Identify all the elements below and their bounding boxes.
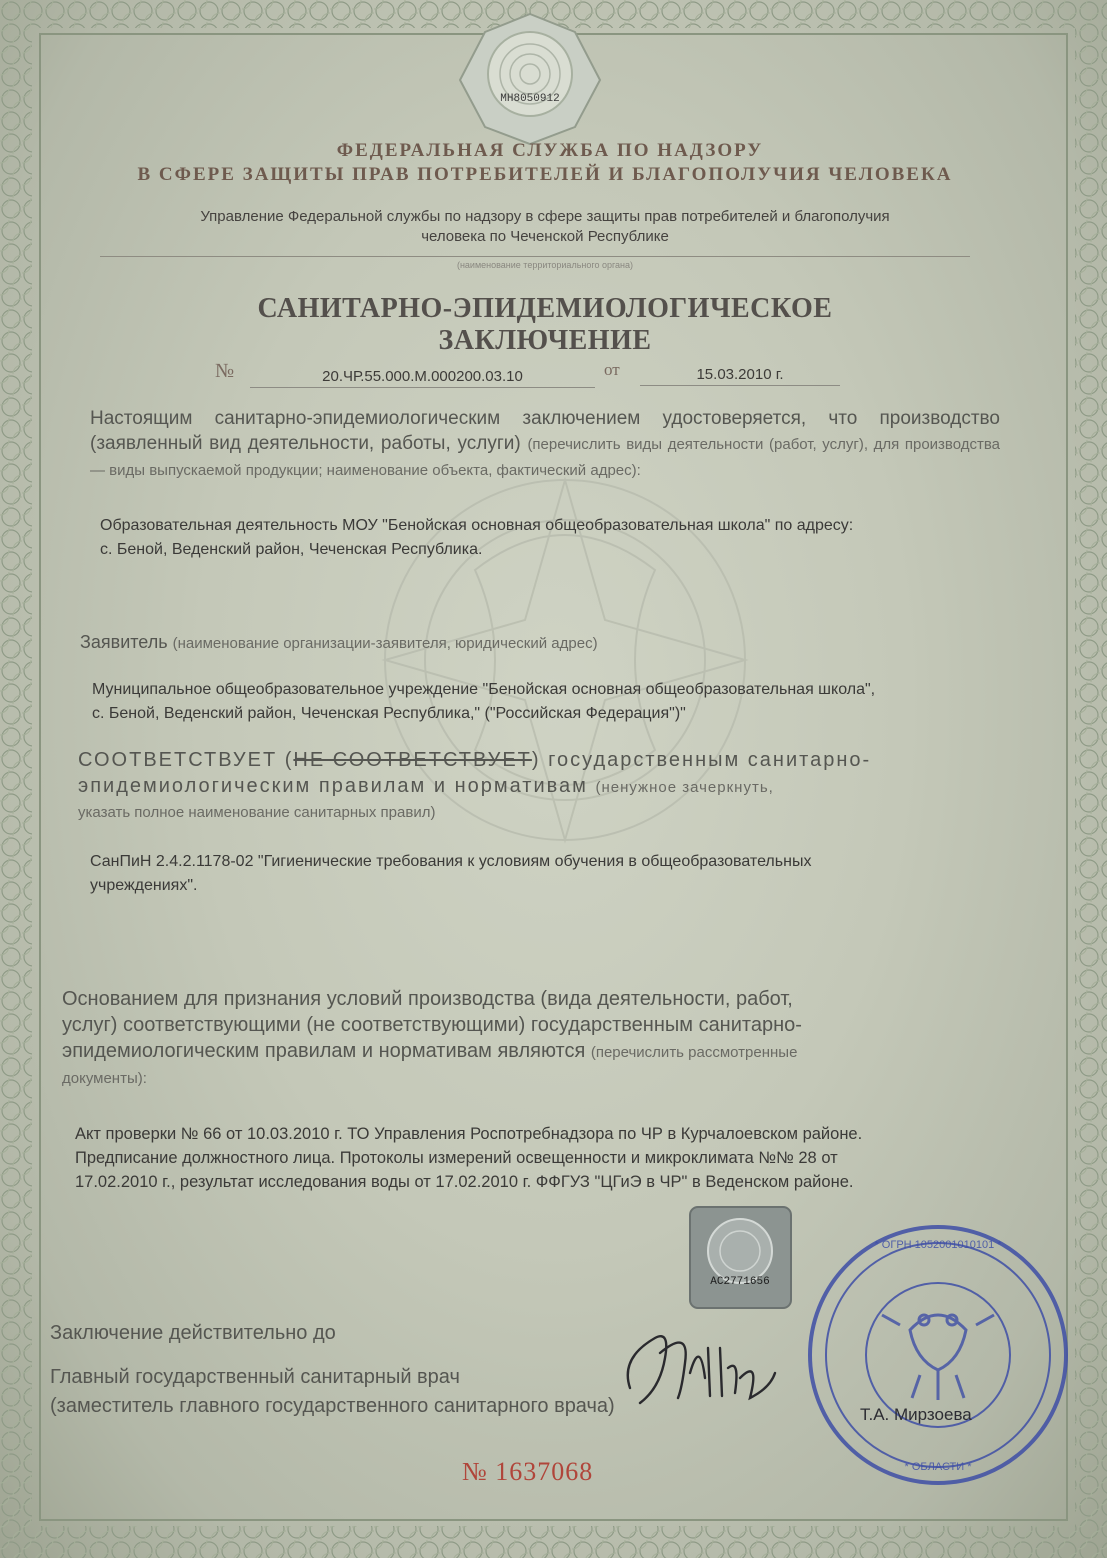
conformity-hint-1: (ненужное зачеркнуть,	[595, 779, 774, 796]
basis-line-1: Основанием для признания условий производства (вида деятельности, работ,	[62, 988, 793, 1010]
applicant-row	[80, 632, 1000, 653]
basis-hint-2: документы):	[62, 1070, 147, 1087]
document-title: САНИТАРНО-ЭПИДЕМИОЛОГИЧЕСКОЕ ЗАКЛЮЧЕНИЕ	[257, 293, 833, 356]
serial-number: № 1637068	[462, 1457, 594, 1486]
documents-line-1: Акт проверки № 66 от 10.03.2010 г. ТО Управления Роспотребнадзора по ЧР в Курчалоевском районе.	[75, 1125, 863, 1143]
basis-line-2: услуг) соответствующими (не соответствующими) государственным санитарно-	[62, 1014, 802, 1036]
top-hologram-code: MH8050912	[500, 93, 560, 105]
date-label: от	[604, 360, 620, 379]
applicant-line-2: с. Беной, Веденский район, Чеченская Республика," ("Российская Федерация")"	[92, 705, 686, 722]
statement-block	[90, 406, 1000, 483]
conformity-row-2	[78, 775, 1018, 798]
basis-block	[62, 986, 1027, 1092]
official-stamp	[800, 1220, 1075, 1490]
signatory-title-1: Главный государственный санитарный врач	[50, 1366, 460, 1388]
documents-line-2: Предписание должностного лица. Протоколы измерений освещенности и микроклимата №№ 28 от	[75, 1149, 838, 1167]
signatory-name: Т.А. Мирзоева	[860, 1405, 972, 1424]
agency-line-2: В СФЕРЕ ЗАЩИТЫ ПРАВ ПОТРЕБИТЕЛЕЙ И БЛАГОПОЛУЧИЯ ЧЕЛОВЕКА	[137, 164, 953, 185]
conformity-struck: НЕ СООТВЕТСТВУЕТ	[293, 749, 532, 771]
conformity-rest-1: государственным санитарно-	[548, 749, 872, 771]
department-divider	[100, 256, 970, 257]
applicant-hint: (наименование организации-заявителя, юридический адрес)	[172, 635, 598, 652]
applicant-label: Заявитель	[80, 632, 168, 652]
activity-line-2: с. Беной, Веденский район, Чеченская Республика.	[100, 541, 483, 558]
top-hologram-icon	[455, 12, 605, 147]
certificate-number: 20.ЧР.55.000.М.000200.03.10	[250, 368, 595, 388]
department-caption: (наименование территориального органа)	[456, 260, 634, 270]
handwritten-signature	[610, 1318, 780, 1428]
signatory-title-2: (заместитель главного государственного санитарного врача)	[50, 1395, 615, 1417]
basis-hint: (перечислить рассмотренные	[590, 1044, 798, 1061]
statement-main: Настоящим санитарно-эпидемиологическим заключением удостоверяется, что производство (заявленный вид деятельности, работы, услуги)	[90, 408, 1000, 454]
certificate-date: 15.03.2010 г.	[640, 366, 840, 386]
validity-label: Заключение действительно до	[50, 1322, 336, 1344]
svg-text:* ОБЛАСТИ *: * ОБЛАСТИ *	[904, 1461, 972, 1473]
bottom-hologram-code: AC2771656	[710, 1276, 770, 1288]
activity-line-1: Образовательная деятельность МОУ "Бенойская основная общеобразовательная школа" по адресу:	[100, 517, 854, 534]
conformity-word: СООТВЕТСТВУЕТ	[78, 749, 278, 771]
sanpin-line-2: учреждениях".	[90, 877, 198, 894]
sanpin-line-1: СанПиН 2.4.2.1178-02 "Гигиенические требования к условиям обучения в общеобразовательных	[90, 853, 812, 870]
documents-line-3: 17.02.2010 г., результат исследования воды от 17.02.2010 г. ФФГУЗ "ЦГиЭ в ЧР" в Веденском районе.	[75, 1173, 854, 1191]
bottom-hologram-icon	[688, 1205, 793, 1310]
conformity-hint-2: указать полное наименование санитарных правил)	[78, 804, 436, 821]
applicant-line-1: Муниципальное общеобразовательное учреждение "Бенойская основная общеобразовательная школа",	[92, 681, 876, 698]
conformity-rest-2: эпидемиологическим правилам и нормативам	[78, 775, 588, 797]
agency-line-1: ФЕДЕРАЛЬНАЯ СЛУЖБА ПО НАДЗОРУ	[336, 140, 764, 161]
number-label: №	[215, 360, 235, 382]
svg-text:* ОГРН 1052001010101 *: * ОГРН 1052001010101 *	[874, 1239, 1002, 1251]
department-line-1: Управление Федеральной службы по надзору в сфере защиты прав потребителей и благополучия	[200, 208, 890, 225]
conformity-row-1: СООТВЕТСТВУЕТ (НЕ СООТВЕТСТВУЕТ) государственным санитарно-	[78, 749, 872, 771]
basis-line-3: эпидемиологическим правилам и нормативам являются	[62, 1040, 586, 1062]
statement-hint: (перечислить виды деятельности (работ, услуг), для производства — виды выпускаемой продукции; наименование объекта, фактический адрес):	[90, 436, 1000, 479]
department-line-2: человека по Чеченской Республике	[421, 228, 669, 245]
